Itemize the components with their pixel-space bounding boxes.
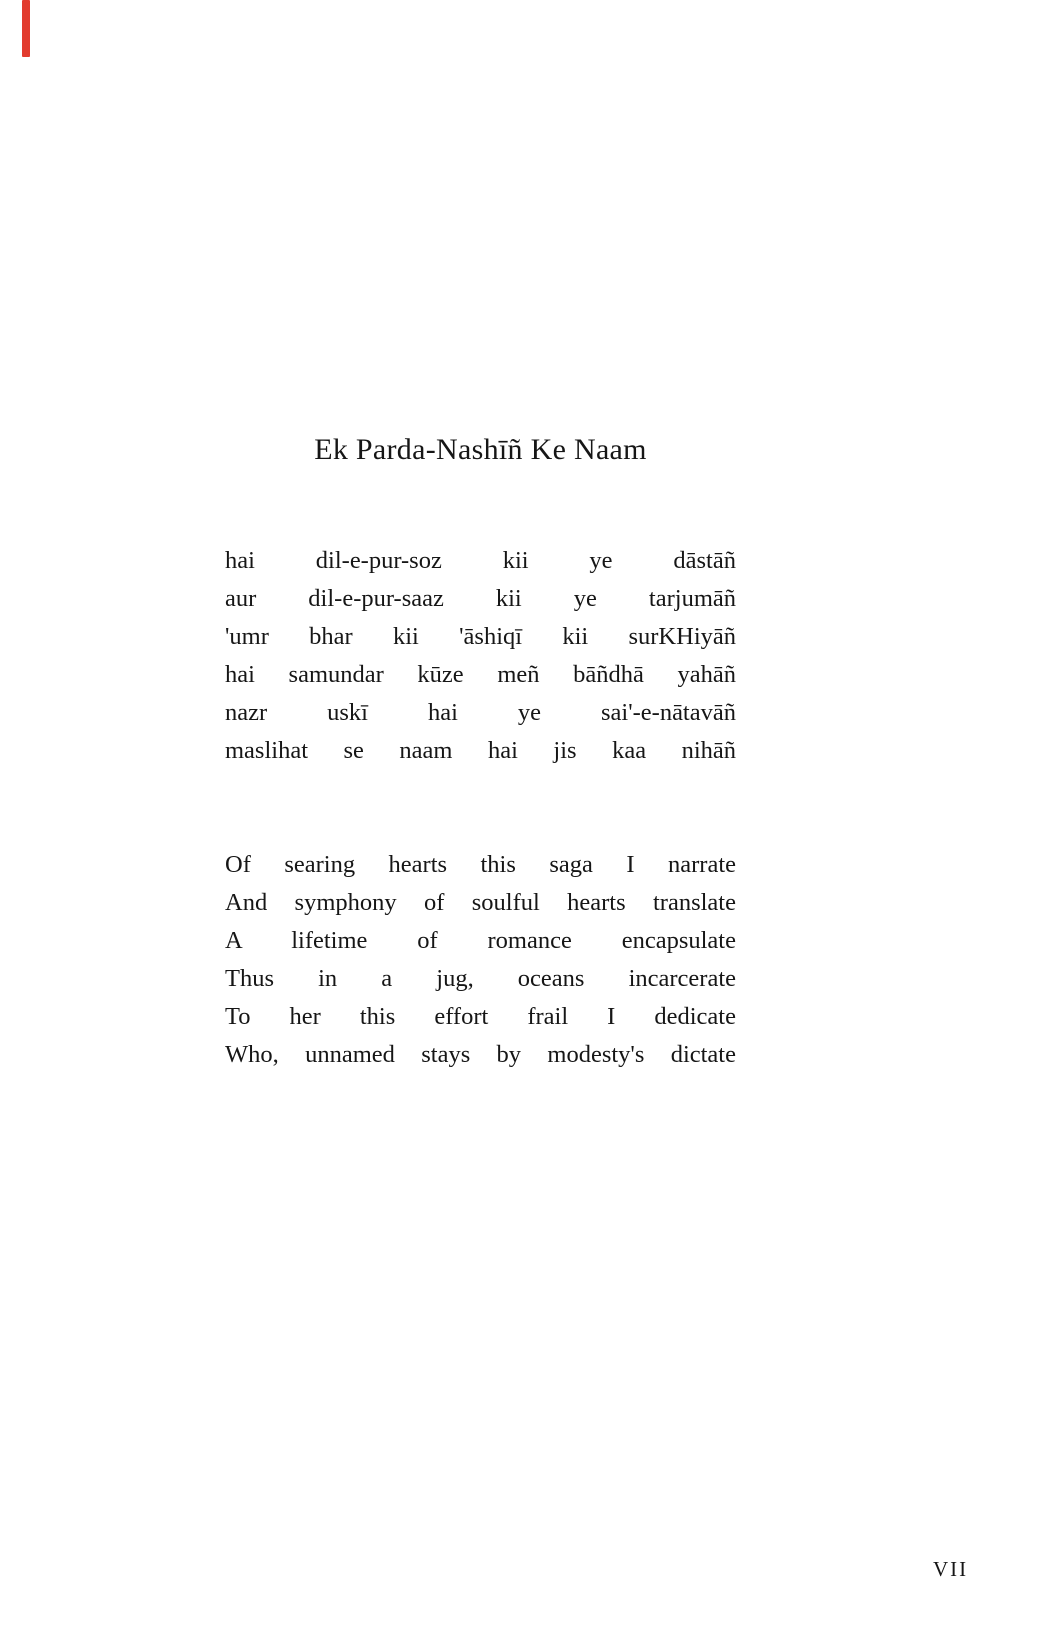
poem-line: And symphony of soulful hearts translate — [225, 889, 736, 916]
poem-line: Of searing hearts this saga I narrate — [225, 851, 736, 878]
poem-line: Who, unnamed stays by modesty's dictate — [225, 1041, 736, 1068]
poem-line: hai dil-e-pur-soz kii ye dāstāñ — [225, 547, 736, 574]
red-ink-mark — [22, 0, 30, 57]
poem-line: aur dil-e-pur-saaz kii ye tarjumāñ — [225, 585, 736, 612]
poem-line: 'umr bhar kii 'āshiqī kii surKHiyāñ — [225, 623, 736, 650]
stanza-transliteration — [225, 542, 736, 770]
poem-line: A lifetime of romance encapsulate — [225, 927, 736, 954]
poem-line: To her this effort frail I dedicate — [225, 1003, 736, 1030]
stanza-english-translation — [225, 846, 736, 1074]
page-number: VII — [933, 1557, 969, 1581]
poem-line: maslihat se naam hai jis kaa nihāñ — [225, 737, 736, 764]
poem-line: hai samundar kūze meñ bāñdhā yahāñ — [225, 661, 736, 688]
poem-line: Thus in a jug, oceans incarcerate — [225, 965, 736, 992]
poem-line: nazr uskī hai ye sai'-e-nātavāñ — [225, 699, 736, 726]
poem-title: Ek Parda-Nashīñ Ke Naam — [314, 433, 647, 466]
